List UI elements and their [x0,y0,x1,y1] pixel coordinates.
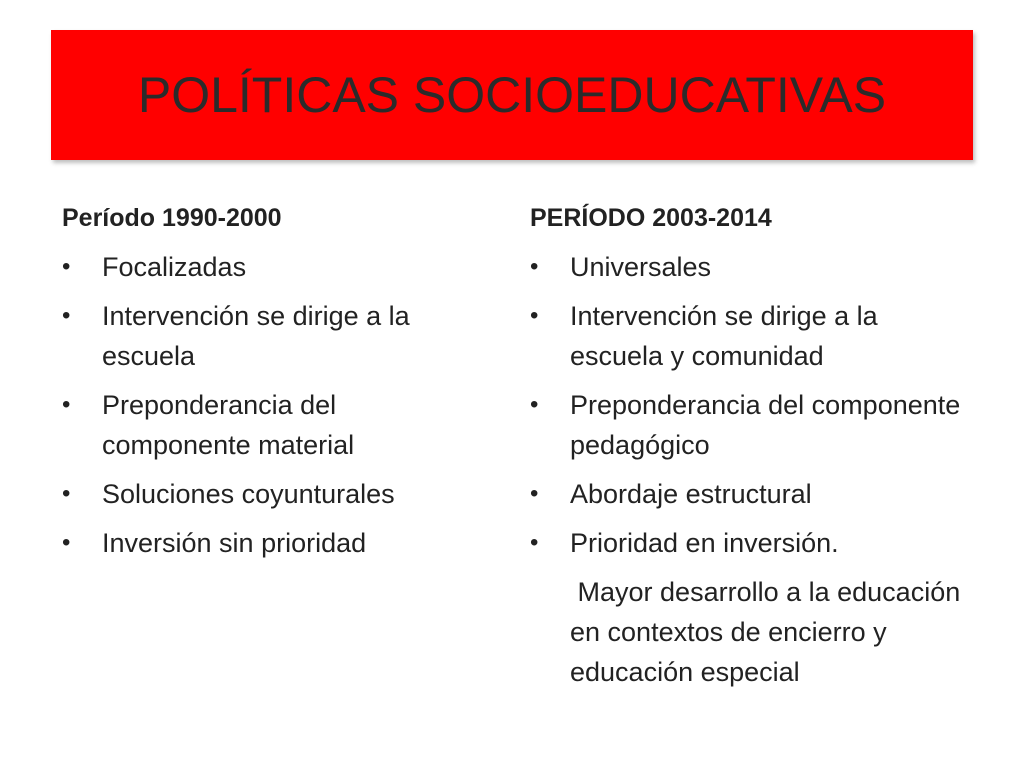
list-item-text: Intervención se dirige a la escuela y comunidad [570,301,878,371]
list-item-text: Universales [570,252,712,282]
bullet-icon: • [530,529,539,556]
left-bullet-list [62,247,482,563]
list-item-text: Intervención se dirige a la escuela [102,301,410,371]
bullet-icon: • [530,253,539,280]
slide-title: POLÍTICAS SOCIOEDUCATIVAS [137,67,887,123]
bullet-icon: • [530,480,539,507]
list-item-text: Abordaje estructural [570,479,812,509]
list-item-text: Focalizadas [102,252,247,282]
list-item-text: Preponderancia del componente material [102,390,355,460]
bullet-icon: • [62,391,71,418]
list-item [62,474,482,514]
bullet-icon: • [62,480,71,507]
right-column [530,195,970,692]
right-bullet-list [530,247,970,563]
list-item [530,247,970,287]
list-item [62,385,482,465]
list-item-text: Preponderancia del componente pedagógico [570,390,961,460]
title-band [51,30,973,160]
list-item-text: Prioridad en inversión. [570,528,839,558]
list-item-text: Soluciones coyunturales [102,479,395,509]
list-item [530,474,970,514]
bullet-icon: • [62,302,71,329]
list-item-text: Inversión sin prioridad [102,528,367,558]
list-item [530,523,970,563]
bullet-icon: • [62,529,71,556]
extra-note: Mayor desarrollo a la educación en contextos de encierro y educación especial [570,577,968,687]
bullet-icon: • [62,253,71,280]
bullet-icon: • [530,391,539,418]
list-item [530,296,970,376]
list-item [62,247,482,287]
list-item [530,385,970,465]
list-item [62,296,482,376]
left-column [62,195,482,572]
bullet-icon: • [530,302,539,329]
left-column-heading: Período 1990-2000 [62,204,282,232]
right-column-heading: PERÍODO 2003-2014 [530,204,772,232]
list-item [62,523,482,563]
